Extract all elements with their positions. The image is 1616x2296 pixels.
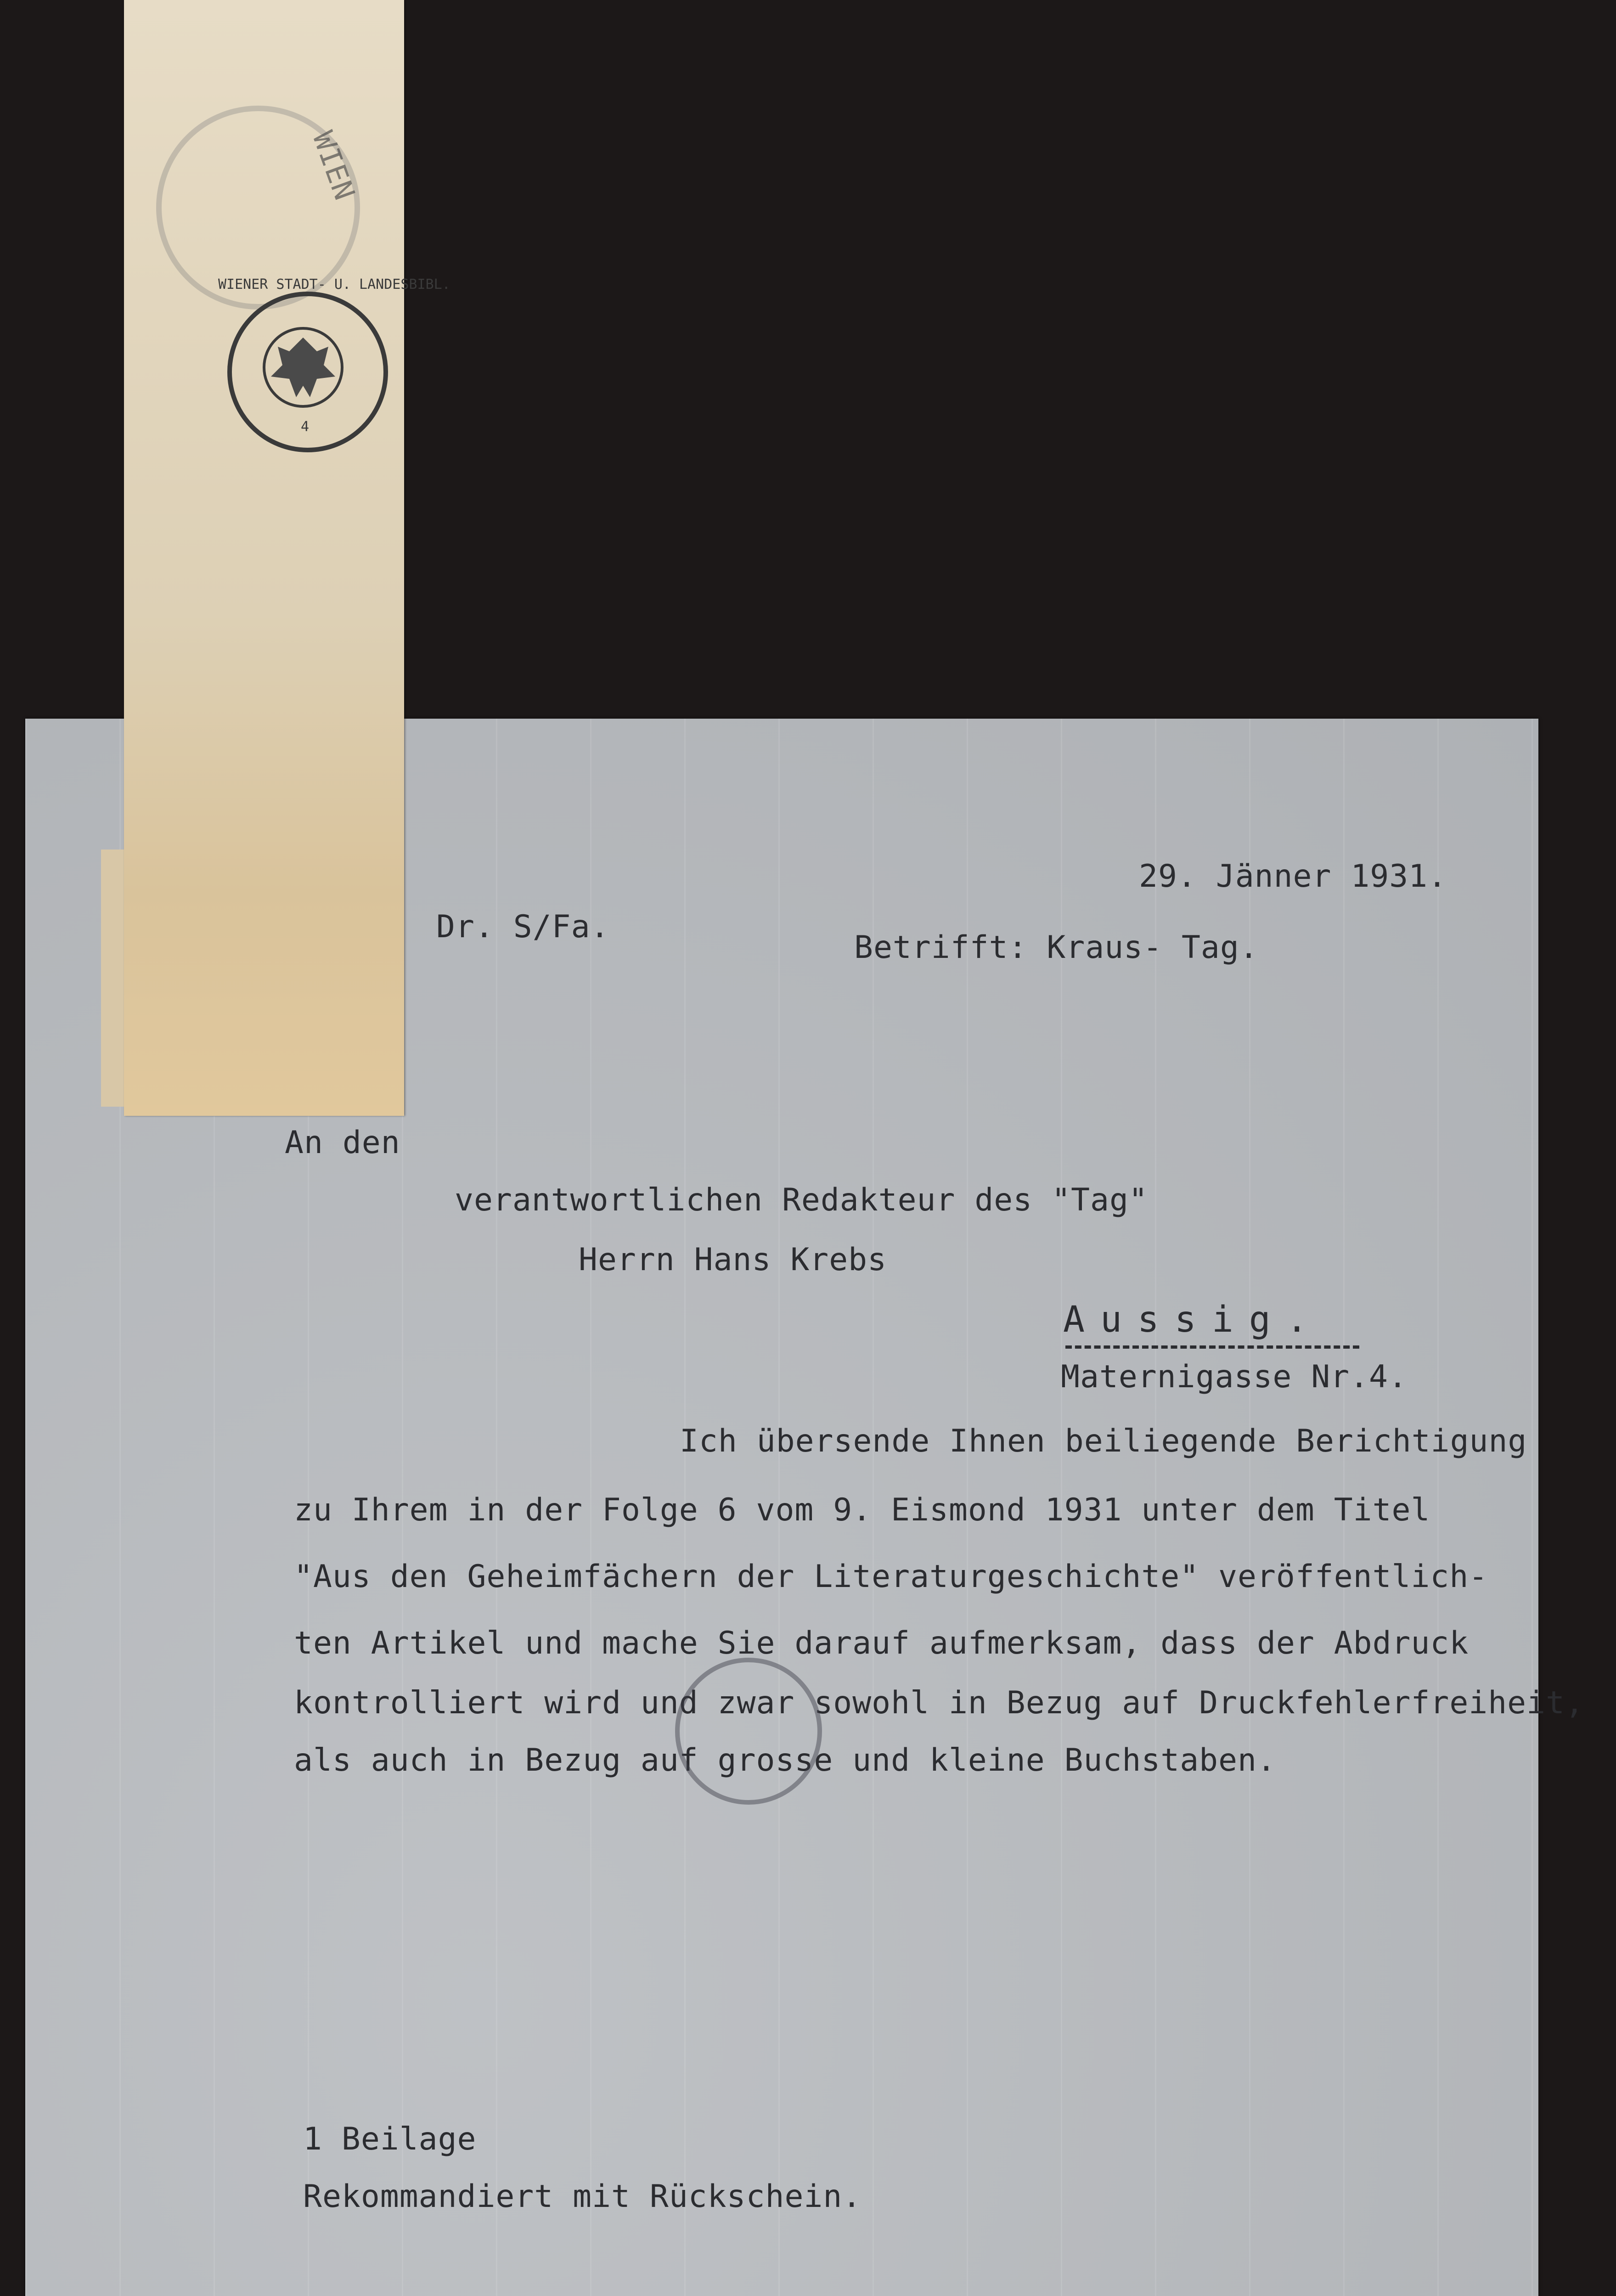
body-line-2: zu Ihrem in der Folge 6 vom 9. Eismond 1931 unter dem Titel — [294, 1492, 1430, 1528]
seal-emblem-icon — [232, 296, 374, 439]
delivery-note: Rekommandiert mit Rückschein. — [303, 2178, 862, 2215]
seal-text: WIENER STADT- U. LANDESBIBL. — [218, 276, 450, 293]
body-line-5: kontrolliert wird und zwar sowohl in Bezug auf Druckfehlerfreiheit, — [294, 1685, 1584, 1721]
enclosure-note: 1 Beilage — [303, 2121, 477, 2157]
recipient-city: Aussig. — [1063, 1299, 1323, 1340]
library-paper-strip — [124, 0, 450, 1116]
library-round-stamp — [675, 1658, 822, 1805]
recipient-title: verantwortlichen Redakteur des "Tag" — [455, 1182, 1148, 1218]
library-seal — [218, 276, 450, 452]
body-line-6: als auch in Bezug auf grosse und kleine Buchstaben. — [294, 1742, 1276, 1778]
city-underline — [1065, 1345, 1359, 1349]
subject-line: Betrifft: Kraus- Tag. — [854, 929, 1259, 966]
body-line-3: "Aus den Geheimfächern der Literaturgeschichte" veröffentlich- — [294, 1559, 1488, 1595]
reference-code: Dr. S/Fa. — [436, 909, 610, 945]
seal-number: 4 — [301, 419, 310, 435]
body-line-4: ten Artikel und mache Sie darauf aufmerksam, dass der Abdruck — [294, 1625, 1469, 1661]
recipient-street: Maternigasse Nr.4. — [1061, 1359, 1408, 1395]
salutation: An den — [285, 1125, 400, 1161]
body-line-1: Ich übersende Ihnen beiliegende Berichtigung — [680, 1423, 1527, 1459]
letter-date: 29. Jänner 1931. — [1139, 858, 1447, 895]
recipient-name: Herrn Hans Krebs — [579, 1242, 887, 1278]
postmark-text: WIEN — [306, 127, 362, 205]
